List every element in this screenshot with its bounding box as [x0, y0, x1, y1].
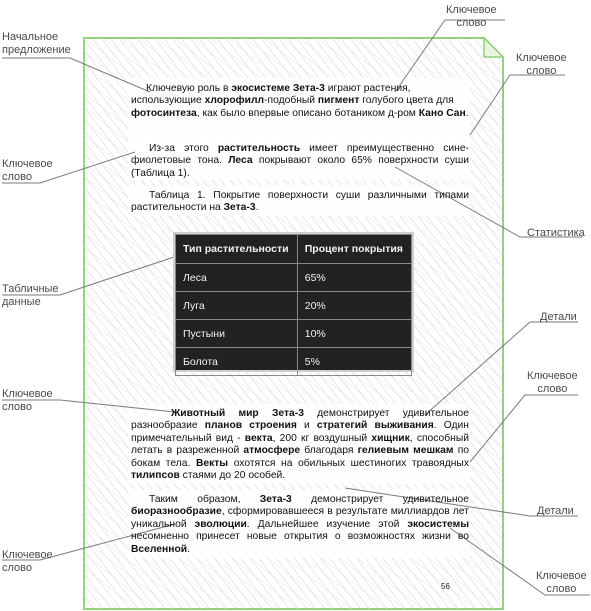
- keyword-vegetation: растительность: [217, 143, 301, 154]
- paragraph-vegetation: Из-за этого растительность имеет преимущественно сине-фиолетовые тона. Леса покрывают около 65% поверхности суши (Таблица 1).: [131, 143, 469, 179]
- label-details-right2: Детали: [537, 505, 574, 517]
- table-row: [176, 348, 412, 376]
- table-row: [176, 264, 412, 292]
- keyword-vekta: векта: [244, 432, 273, 444]
- keyword-body-plans: планов строения: [204, 420, 297, 432]
- label-keyword-top: Ключевое слово: [446, 4, 497, 29]
- label-keyword-left2: Ключевое слово: [2, 388, 53, 413]
- keyword-evolution: эволюции: [194, 518, 247, 530]
- table-caption: Таблица 1. Покрытие поверхности суши различными типами растительности на Зета-3.: [131, 190, 469, 214]
- keyword-survival-strategies: стратегий выживания: [316, 420, 434, 432]
- table-row: [176, 292, 412, 320]
- table-cell: 5%: [297, 348, 411, 376]
- label-keyword-bottom-left: Ключевое слово: [2, 549, 53, 574]
- label-table-data: Табличные данные: [2, 283, 59, 308]
- keyword-forests: Леса: [228, 155, 253, 167]
- keyword-predator: хищник: [371, 432, 410, 444]
- label-keyword-right: Ключевое слово: [516, 52, 567, 77]
- keyword-zeta3: Зета-3: [259, 494, 292, 505]
- table-header-cell: Процент покрытия: [297, 235, 411, 264]
- keyword-biodiversity: биоразнообразие: [131, 506, 222, 518]
- keyword-ecosystem: экосистеме Зета-3: [231, 83, 325, 94]
- keyword-tilips: тилипсов: [131, 470, 180, 482]
- table-cell: 10%: [297, 320, 411, 348]
- label-keyword-right2: Ключевое слово: [527, 370, 578, 395]
- paragraph-conclusion: Таким образом, Зета-3 демонстрирует удивительное биоразнообразие, сформировавшееся в результате миллиардов лет уникальной эволюции. Дальнейшее изучение этой экосистемы несомненно принесет новые открытия о возможностях жизни во Вселенной.: [131, 494, 469, 555]
- label-details-right: Детали: [540, 311, 577, 323]
- keyword-vekty: Векты: [195, 457, 229, 469]
- table-cell: 20%: [297, 292, 411, 320]
- keyword-universe: Вселенной: [131, 543, 188, 555]
- table-cell: 65%: [297, 264, 411, 292]
- label-keyword-left: Ключевое слово: [2, 158, 53, 183]
- table-cell: Болота: [176, 348, 298, 376]
- table-header-row: [176, 235, 412, 264]
- paragraph-opening: Ключевую роль в экосистеме Зета-3 играют растения, использующие хлорофилл-подобный пигмент голубого цвета для фотосинтеза, как было впервые описано ботаником д-ром Кано Сан.: [131, 83, 469, 119]
- keyword-ecosystems: экосистемы: [407, 518, 469, 530]
- keyword-helium-sacs: гелиевым мешкам: [357, 445, 454, 457]
- vegetation-coverage-table: [173, 232, 414, 372]
- keyword-chlorophyll: хлорофилл: [204, 95, 265, 107]
- table-header-cell: Тип растительности: [176, 235, 298, 264]
- table-cell: Пустыни: [176, 320, 298, 348]
- label-statistics: Статистика: [527, 227, 585, 239]
- keyword-photosynthesis: фотосинтеза: [131, 107, 197, 119]
- page-number: 56: [441, 582, 450, 591]
- table-cell: Луга: [176, 292, 298, 320]
- keyword-atmosphere: атмосфере: [243, 445, 301, 457]
- table-row: [176, 320, 412, 348]
- table-cell: Леса: [176, 264, 298, 292]
- label-opening-sentence: Начальное предложение: [2, 31, 71, 56]
- keyword-kano-san: Кано Сан: [418, 107, 466, 119]
- paragraph-fauna: Животный мир Зета-3 демонстрирует удивительное разнообразие планов строения и стратегий выживания. Один примечательный вид - векта, 200 кг воздушный хищник, способный летать в разреженной атмосфере благодаря гелиевым мешкам по бокам тела. Векты охотятся на обильных шестиногих травоядных тилипсов стаями до 20 особей.: [131, 408, 470, 482]
- label-keyword-bottom-right: Ключевое слово: [536, 570, 587, 595]
- keyword-pigment: пигмент: [317, 95, 360, 107]
- keyword-fauna: Животный мир Зета-3: [171, 408, 304, 419]
